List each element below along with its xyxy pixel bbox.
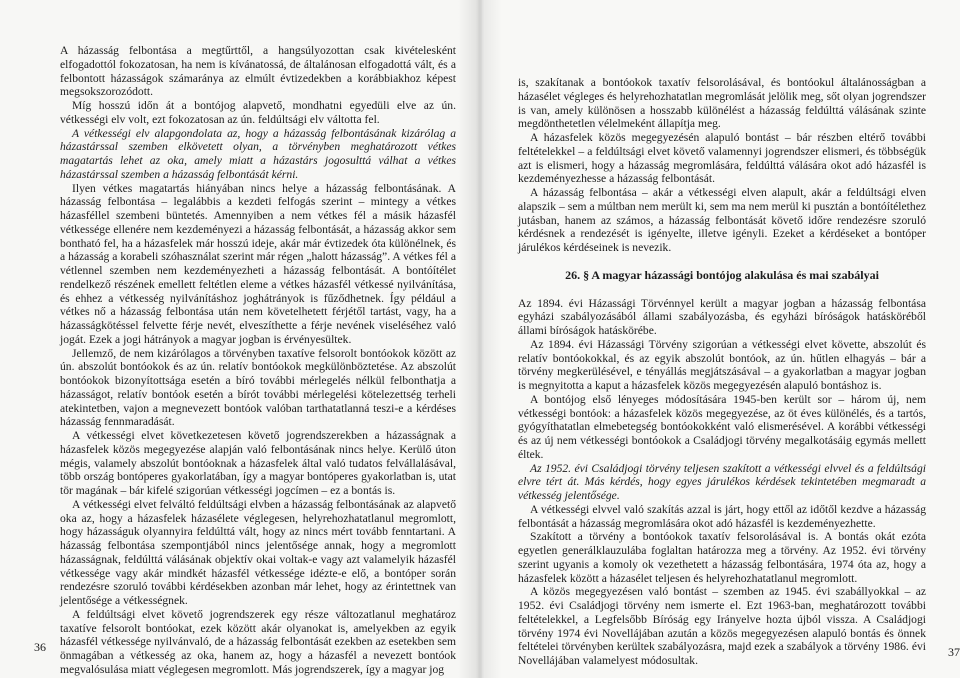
paragraph: A vétkességi elvvel való szakítás azzal is járt, hogy ettől az időtől kezdve a házasság felbontását a házasság megromlására okot adó házasfél is kezdeményezhette.	[518, 502, 926, 530]
book-gutter-shadow	[458, 0, 502, 678]
paragraph: A házasság felbontása a megtűrttől, a hangsúlyozottan csak kivételesként elfogadottól fokozatosan, ha nem is kívánatossá, de általánosan elfogadottá vált, és a felbontott házasságok számaránya az elmúlt évtizedekben a korábbiakhoz képest megsokszorozódott.	[60, 44, 456, 99]
paragraph: A házasfelek közös megegyezésén alapuló bontást – bár részben eltérő további feltételekkel – a feldúltsági elvet követő valamennyi jogrendszer elismeri, és többségük azt is elismeri, hogy a házasság megromlására, feldúlttá válására okot adó házasfél is kezdeményezhesse a házasság felbontását.	[518, 131, 926, 186]
right-page-text	[518, 76, 926, 668]
page-number-left: 36	[34, 640, 46, 654]
paragraph: Szakított a törvény a bontóokok taxatív felsorolásával is. A bontás okát ezóta egyetlen generálklauzulába foglaltan határozza meg a törvény. Az 1952. évi törvény szerint ugyanis a komoly ok vezethetett a házasság felbontására, 1974 óta az, hogy a házasfelek között a házasélet teljesen és helyrehozhatatlanul megromlott.	[518, 530, 926, 585]
paragraph: is, szakítanak a bontóokok taxatív felsorolásával, és bontóokul általánosságban a házasélet végleges és helyrehozhatatlan megromlását jelölik meg, sőt olyan jogrendszer is van, amely különösen a hosszabb különélést a házasság feldúlttá válásának szinte megdönthetetlen vélelmeként állapítja meg.	[518, 76, 926, 131]
paragraph: Az 1894. évi Házassági Törvénnyel került a magyar jogban a házasság felbontása egyházi szabályozásából állami szabályozásba, és egyházi bíróságok hatásköréből állami bíróságok hatáskörébe.	[518, 296, 926, 337]
paragraph: A feldúltsági elvet követő jogrendszerek egy része változatlanul meghatároz taxatíve felsorolt bontóokat, ezek között akár olyanokat is, amelyekben az egyik házasfél vétkessége nyilvánvaló, de a házasság felbontását ezekben az esetekben sem önmagában a vétkesség az oka, hanem az, hogy a házasfél a nevezett bontóok megvalósulása miatt véglegesen megromlott. Más jogrendszerek, így a magyar jog	[60, 607, 456, 676]
paragraph: A házasság felbontása – akár a vétkességi elven alapult, akár a feldúltsági elven alapszik – sem a múltban nem merült ki, sem ma nem merül ki pusztán a bontóítélethez jutásban, hanem az számos, a házasság felbontását követő időre rendezésre szoruló kérdésnek a rendezését is igényelte, illetve igényli. Ezeket a kérdéseket a bontóper járulékos kérdéseinek is nevezik.	[518, 186, 926, 254]
paragraph: A vétkességi elvet következetesen követő jogrendszerekben a házasságnak a házasfelek közös megegyezése alapján való felbontásának nincs helye. Kerülő úton mégis, valamely abszolút bontóoknak a házasfelek által való tudatos felvállalásával, több ország bontóperes gyakorlatában, így a magyar bontóperes gyakorlatban is, utat tör magának – bár kifelé szigorúan vétkességi jogcímen – ez a bontás is.	[60, 429, 456, 497]
paragraph: Jellemző, de nem kizárólagos a törvényben taxatíve felsorolt bontóokok között az ún. abszolút bontóokok és az ún. relatív bontóokok megkülönböztetése. Az abszolút bontóokok bizonyítottsága esetén a bíró további mérlegelés nélkül felbonthatja a házasságot, relatív bontóok esetén a bírót további mérlegelési kötelezettség terheli atekintetben, vajon a megnevezett bontóok valóban tarthatatlanná teszi-e a kérdéses házasság fennmaradását.	[60, 346, 456, 429]
section-heading: 26. § A magyar házassági bontójog alakulása és mai szabályai	[565, 267, 879, 282]
page-number-right: 37	[948, 645, 960, 659]
paragraph: Ilyen vétkes magatartás hiányában nincs helye a házasság felbontásának. A házasság felbontása – legalábbis a kezdeti felfogás szerint – mintegy a vétkes házasféllel szembeni büntetés. Amennyiben a nem vétkes fél a másik házasfél vétkessége ellenére nem kezdeményezi a házasság felbontását, a házasság akkor sem bontható fel, ha a házasfelek már hosszú ideje, akár már évtizedek óta különélnek, és a házasság a korabeli szóhasználat szerint már régen „halott házasság”. A vétkes fél a vétlennel szemben nem kezdeményezheti a házasság felbontását. A bontóítélet rendelkező részének emellett feltétlen eleme a vétkes házasfél vétkessé nyilvánítása, és ehhez a vétkesség nyilvánításhoz joghátrányok is fűződhetnek. Így például a vétkes nő a házasság felbontása után nem követelhetett férjétől tartást, vagy, ha a házasságkötéssel felvette férje nevét, elveszíthette a férje nevének viseléséhez való jogát. Ezek a jogi hátrányok a magyar jogban is érvényesültek.	[60, 181, 456, 346]
paragraph: A vétkességi elv alapgondolata az, hogy a házasság felbontásának kizárólag a házastárssal szemben elkövetett olyan, a törvényben meghatározott vétkes magatartás lehet az oka, amely miatt a házastárs jogosulttá válhat a vétkes házastárssal szemben a házasság felbontását kérni.	[60, 126, 456, 181]
left-page-text	[60, 44, 456, 677]
paragraph: Az 1894. évi Házassági Törvény szigorúan a vétkességi elvet követte, abszolút és relatív bontóokokkal, és az egyik abszolút bontóok, az ún. hűtlen elhagyás – bár a törvény megkerülésével, e tényállás megjátszásával – a gyakorlatban a magyar jogban is megnyitotta a kaput a házasfelek közös megegyezésén alapuló bontáshoz is.	[518, 337, 926, 392]
paragraph: A bontójog első lényeges módosítására 1945-ben került sor – három új, nem vétkességi bontóok: a házasfelek közös megegyezése, az öt éves különélés, és a tartós, gyógyíthatatlan elmebetegség bontóokokként való elismerésével. A korábbi vétkességi és az új nem vétkességi bontóokok a Családjogi törvény megalkotásáig egymás mellett éltek.	[518, 392, 926, 461]
paragraph: Míg hosszú időn át a bontójog alapvető, mondhatni egyedüli elve az ún. vétkességi elv volt, ezt fokozatosan az ún. feldúltsági elv váltotta fel.	[60, 99, 456, 126]
right-page	[482, 0, 960, 678]
paragraph: A vétkességi elvet felváltó feldúltsági elvben a házasság felbontásának az alapvető oka az, hogy a házasfelek házasélete véglegesen, helyrehozhatatlanul megromlott, hogy házasságuk olyannyira feldúlttá vált, hogy az nincs mért tovább fenntartani. A házasság felbontása szempontjából nincs jelentősége annak, hogy a megromlott házasságnak, feldúlttá válásának objektív okai voltak-e vagy azt valamelyik házasfél vétkessége vagy akár mindkét házasfél vétkessége idézte-e elő, a bontóper során rendezésre szoruló további kérdésekben azonban már lehet, hogy az érintettnek van jelentősége a vétkességnek.	[60, 497, 456, 607]
left-page	[0, 0, 478, 678]
paragraph: Az 1952. évi Családjogi törvény teljesen szakított a vétkességi elvvel és a feldúltsági elvre tért át. Más kérdés, hogy egyes járulékos kérdések tekintetében megmaradt a vétkesség jelentősége.	[518, 461, 926, 502]
paragraph: A közös megegyezésen való bontást – szemben az 1945. évi szabállyokkal – az 1952. évi Családjogi törvény nem ismerte el. Ezt 1963-ban, meghatározott további feltételekkel, a Legfelsőbb Bíróság egy Irányelve hozta újból vissza. A Családjogi törvény 1974 évi Novellájában azután a közös megegyezésen alapuló bontás és önnek feltételei törvényben kerültek szabályozásra, majd ezek a szabályok a törvény 1986. évi Novellájában valamelyest módosultak.	[518, 585, 926, 667]
